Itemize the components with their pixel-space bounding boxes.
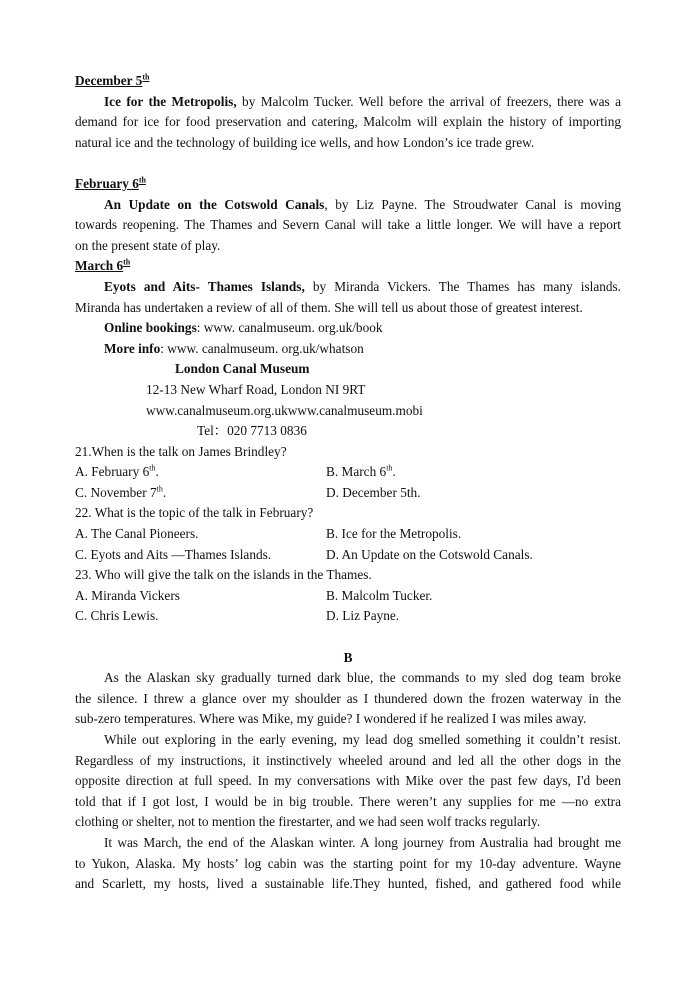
- passage-line: clothing or shelter, not to mention the firestarter, and we had seen wolf tracks regularly.: [75, 814, 541, 830]
- option-text: C. November 7: [75, 484, 157, 500]
- question-22-options-ab: [75, 524, 621, 545]
- option-sup: th: [386, 463, 393, 473]
- event-speaker: by Malcolm Tucker.: [236, 93, 354, 109]
- question-22: 22. What is the topic of the talk in February?: [75, 505, 314, 521]
- online-bookings-label: Online bookings: [104, 320, 197, 336]
- museum-website[interactable]: www.canalmuseum.org.ukwww.canalmuseum.mobi: [146, 402, 423, 418]
- event-february-line2: towards reopening. The Thames and Severn Canal will take a little longer. We will have a report: [75, 217, 621, 233]
- event-date-text: March 6: [75, 258, 124, 274]
- event-speaker: , by Liz Payne.: [324, 196, 418, 212]
- passage-line: sub-zero temperatures. Where was Mike, my guide? I wondered if he realized I was miles away.: [75, 711, 587, 727]
- event-february-line3: on the present state of play.: [75, 237, 221, 253]
- question-21-options-cd: [75, 483, 621, 504]
- passage-line: opposite direction at full speed. In my conversations with Mike over the past few days, I'd been: [75, 773, 621, 789]
- question-21: 21.When is the talk on James Brindley?: [75, 443, 287, 459]
- museum-name: London Canal Museum: [175, 361, 310, 377]
- option-d: D. Liz Payne.: [326, 608, 400, 624]
- event-text: The Stroudwater Canal is moving: [417, 196, 621, 212]
- museum-address: 12-13 New Wharf Road, London NI 9RT: [146, 381, 366, 397]
- passage-line: to Yukon, Alaska. My hosts’ log cabin was the starting point for my 10-day adventure. Wayne: [75, 855, 621, 871]
- event-speaker: by Miranda Vickers.: [304, 278, 431, 294]
- option-b: B. Ice for the Metropolis.: [326, 526, 462, 542]
- event-title: Eyots and Aits- Thames Islands,: [104, 278, 305, 294]
- passage-line: told that if I got lost, I would be in big trouble. There weren’t any supplies for me —no extra: [75, 793, 621, 809]
- event-date-february: [75, 174, 621, 195]
- event-date-sup: th: [123, 257, 131, 267]
- event-title: An Update on the Cotswold Canals: [104, 196, 325, 212]
- event-date-sup: th: [142, 72, 150, 82]
- option-text: B. March 6: [326, 464, 387, 480]
- more-info: [75, 339, 621, 360]
- event-title: Ice for the Metropolis,: [104, 93, 237, 109]
- question-23: 23. Who will give the talk on the islands in the Thames.: [75, 567, 372, 583]
- event-december-line1: [75, 92, 621, 113]
- online-bookings: [75, 318, 621, 339]
- option-b: [326, 462, 396, 483]
- event-text: The Thames has many islands.: [430, 278, 621, 294]
- passage-line: While out exploring in the early evening, my lead dog smelled something it couldn’t resist.: [104, 732, 621, 747]
- option-c: C. Chris Lewis.: [75, 608, 159, 624]
- event-march-line2: Miranda has undertaken a review of all of them. She will tell us about those of greatest interest.: [75, 299, 583, 315]
- museum-tel: Tel：020 7713 0836: [197, 423, 307, 439]
- option-sup: th: [156, 484, 163, 494]
- event-february-line1: [75, 195, 621, 216]
- event-march-line1: [75, 277, 621, 298]
- event-december-line3: natural ice and the technology of building ice wells, and how London’s ice trade grew.: [75, 134, 535, 150]
- option-sup: th: [149, 463, 156, 473]
- option-c: C. Eyots and Aits —Thames Islands.: [75, 546, 272, 562]
- passage-line: the silence. I threw a glance over my shoulder as I thundered down the frozen waterway in the: [75, 690, 621, 706]
- event-date-march: [75, 256, 621, 277]
- document-page: [75, 71, 621, 895]
- question-22-options-cd: [75, 545, 621, 566]
- option-a: [75, 462, 326, 483]
- event-date-text: December 5: [75, 73, 143, 88]
- event-text: Well before the arrival of freezers, there was a: [353, 93, 621, 109]
- question-23-options-cd: [75, 606, 621, 627]
- spacer: [75, 627, 621, 648]
- option-d: D. December 5th.: [326, 484, 421, 500]
- event-date-sup: th: [138, 175, 147, 185]
- option-end: .: [392, 464, 396, 480]
- event-december-line2: demand for ice for food preservation and catering, Malcolm will explain the history of importing: [75, 114, 621, 130]
- passage-line: and Scarlett, my hosts, lived a sustainable life.They hunted, fished, and gathered food while: [75, 876, 621, 892]
- passage-line: Regardless of my instructions, it instinctively wheeled around and led all the other dogs in the: [75, 752, 621, 768]
- more-info-label: More info: [104, 340, 161, 356]
- option-end: .: [155, 464, 159, 480]
- passage-line: It was March, the end of the Alaskan winter. A long journey from Australia had brought me: [104, 834, 621, 850]
- option-b: B. Malcolm Tucker.: [326, 587, 433, 603]
- question-23-options-ab: [75, 586, 621, 607]
- option-d: D. An Update on the Cotswold Canals.: [326, 546, 533, 562]
- more-info-url[interactable]: : www. canalmuseum. org.uk/whatson: [160, 340, 364, 356]
- passage-line: As the Alaskan sky gradually turned dark blue, the commands to my sled dog team broke: [104, 670, 621, 686]
- option-a: A. The Canal Pioneers.: [75, 526, 199, 542]
- online-bookings-url[interactable]: : www. canalmuseum. org.uk/book: [196, 320, 383, 336]
- event-date-text: February 6: [75, 175, 139, 191]
- option-end: .: [162, 484, 167, 500]
- spacer: [75, 153, 621, 174]
- section-heading: B: [343, 649, 353, 665]
- option-a: A. Miranda Vickers: [75, 587, 180, 603]
- question-21-options-ab: [75, 462, 621, 483]
- event-date-december: [75, 71, 621, 92]
- option-text: A. February 6: [75, 464, 150, 480]
- option-c: [75, 483, 326, 504]
